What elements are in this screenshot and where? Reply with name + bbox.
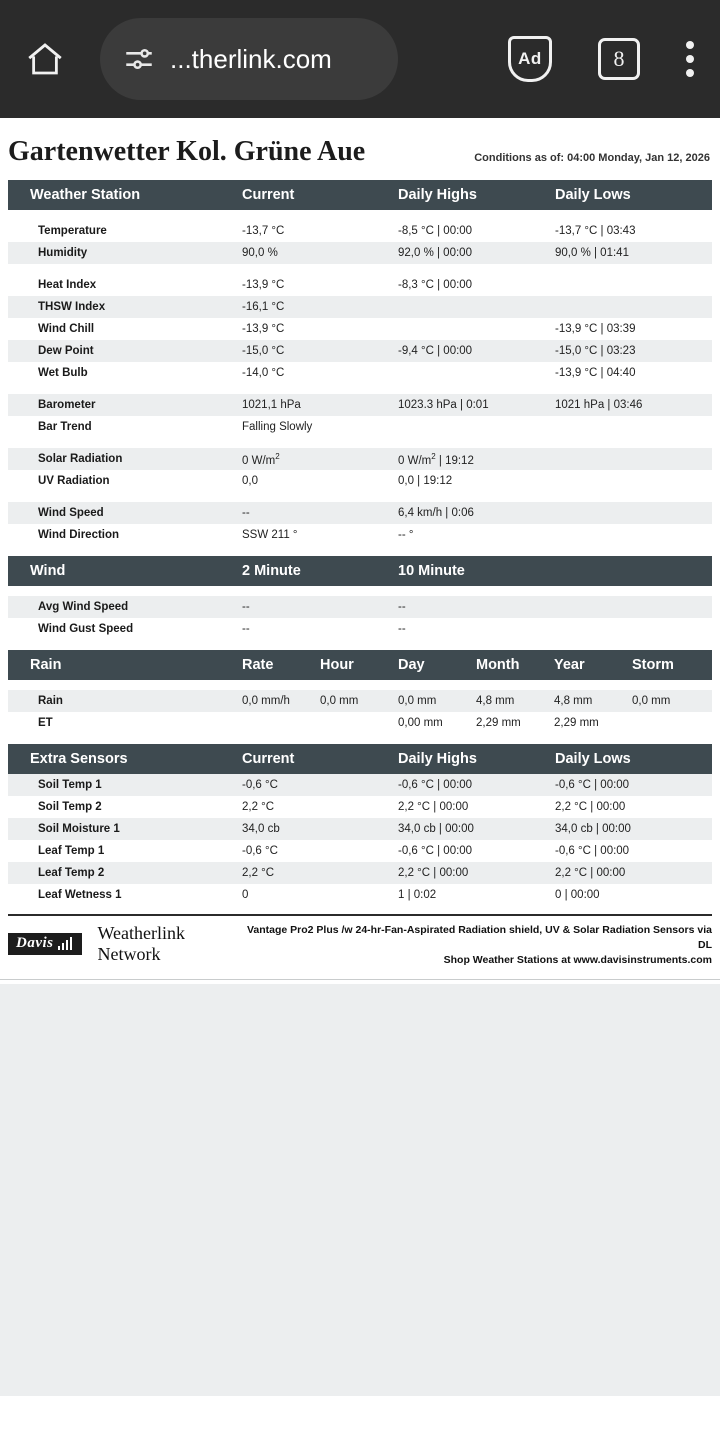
col-header-hour: Hour (320, 650, 398, 680)
row-current: 1021,1 hPa (242, 394, 398, 416)
table-row (8, 242, 712, 264)
tab-count-button[interactable]: 8 (598, 38, 640, 80)
page-content (0, 118, 720, 984)
row-blank (555, 596, 712, 618)
row-high: 2,2 °C | 00:00 (398, 796, 555, 818)
table-header-row (8, 744, 712, 774)
row-current: -0,6 °C (242, 840, 398, 862)
davis-wordmark: Davis (16, 935, 54, 951)
row-year: 4,8 mm (554, 690, 632, 712)
row-current: -13,7 °C (242, 220, 398, 242)
row-label: Leaf Wetness 1 (8, 884, 242, 906)
row-label: Heat Index (8, 274, 242, 296)
row-low (555, 524, 712, 546)
footer-divider (0, 979, 720, 980)
row-high (398, 416, 555, 438)
page-background-area (0, 984, 720, 1396)
row-current: -16,1 °C (242, 296, 398, 318)
kebab-menu-icon[interactable] (686, 41, 694, 77)
table-header-row (8, 180, 712, 210)
row-label: Rain (8, 690, 242, 712)
page-header (0, 118, 720, 180)
row-current: 2,2 °C (242, 862, 398, 884)
row-spacer (8, 586, 712, 596)
row-low: 0 | 00:00 (555, 884, 712, 906)
table-row (8, 448, 712, 470)
col-header-station: Weather Station (8, 180, 242, 210)
row-spacer (8, 264, 712, 274)
col-header-storm: Storm (632, 650, 712, 680)
row-label: Avg Wind Speed (8, 596, 242, 618)
row-label: Barometer (8, 394, 242, 416)
row-current: Falling Slowly (242, 416, 398, 438)
row-high: 1023.3 hPa | 0:01 (398, 394, 555, 416)
row-high: -0,6 °C | 00:00 (398, 774, 555, 796)
row-storm: 0,0 mm (632, 690, 712, 712)
col-header-rate: Rate (242, 650, 320, 680)
footer-equipment-note (245, 923, 712, 969)
row-high: 0,0 | 19:12 (398, 470, 555, 492)
row-rate (242, 712, 320, 734)
footer-line-2[interactable]: Shop Weather Stations at www.davisinstruments.com (443, 954, 712, 967)
row-current: 2,2 °C (242, 796, 398, 818)
row-low (555, 296, 712, 318)
row-spacer (8, 384, 712, 394)
row-label: Humidity (8, 242, 242, 264)
wind-table (8, 556, 712, 650)
row-label: Wind Chill (8, 318, 242, 340)
row-2min: -- (242, 596, 398, 618)
row-low: 90,0 % | 01:41 (555, 242, 712, 264)
browser-toolbar (0, 0, 720, 118)
table-row (8, 884, 712, 906)
row-current: -- (242, 502, 398, 524)
row-label: Dew Point (8, 340, 242, 362)
row-hour: 0,0 mm (320, 690, 398, 712)
table-header-row (8, 556, 712, 586)
row-10min: -- (398, 618, 555, 640)
row-low (555, 448, 712, 470)
table-row (8, 862, 712, 884)
row-high: 6,4 km/h | 0:06 (398, 502, 555, 524)
row-spacer (8, 438, 712, 448)
row-spacer (8, 210, 712, 220)
row-spacer (8, 734, 712, 744)
table-row (8, 340, 712, 362)
row-low: -15,0 °C | 03:23 (555, 340, 712, 362)
col-header-daily-highs: Daily Highs (398, 744, 555, 774)
rain-table (8, 650, 712, 744)
table-row (8, 690, 712, 712)
row-label: THSW Index (8, 296, 242, 318)
table-row (8, 712, 712, 734)
table-row (8, 318, 712, 340)
col-header-daily-highs: Daily Highs (398, 180, 555, 210)
col-header-2-minute: 2 Minute (242, 556, 398, 586)
col-header-current: Current (242, 180, 398, 210)
row-current: -15,0 °C (242, 340, 398, 362)
row-day: 0,0 mm (398, 690, 476, 712)
row-label: Wet Bulb (8, 362, 242, 384)
row-high: -9,4 °C | 00:00 (398, 340, 555, 362)
ad-shield-icon[interactable]: Ad (508, 36, 552, 82)
col-header-current: Current (242, 744, 398, 774)
row-spacer (8, 546, 712, 556)
row-month: 2,29 mm (476, 712, 554, 734)
col-header-day: Day (398, 650, 476, 680)
row-label: Wind Direction (8, 524, 242, 546)
row-label: Soil Temp 1 (8, 774, 242, 796)
row-label: Leaf Temp 2 (8, 862, 242, 884)
row-low: -13,9 °C | 03:39 (555, 318, 712, 340)
row-high: 2,2 °C | 00:00 (398, 862, 555, 884)
row-2min: -- (242, 618, 398, 640)
row-label: Solar Radiation (8, 448, 242, 470)
row-day: 0,00 mm (398, 712, 476, 734)
row-low: -13,7 °C | 03:43 (555, 220, 712, 242)
row-label: Soil Temp 2 (8, 796, 242, 818)
row-spacer (8, 492, 712, 502)
footer-branding (8, 923, 245, 965)
row-high: 34,0 cb | 00:00 (398, 818, 555, 840)
row-low: -0,6 °C | 00:00 (555, 774, 712, 796)
row-label: Wind Speed (8, 502, 242, 524)
row-label: ET (8, 712, 242, 734)
row-label: Leaf Temp 1 (8, 840, 242, 862)
home-icon[interactable] (22, 36, 68, 82)
col-header-extra-sensors: Extra Sensors (8, 744, 242, 774)
table-row (8, 362, 712, 384)
row-spacer (8, 640, 712, 650)
table-row (8, 416, 712, 438)
davis-bars-icon (58, 938, 72, 950)
table-row (8, 840, 712, 862)
conditions-timestamp: Conditions as of: 04:00 Monday, Jan 12, 2026 (474, 152, 710, 164)
row-high: 92,0 % | 00:00 (398, 242, 555, 264)
row-high: -- ° (398, 524, 555, 546)
row-label: Wind Gust Speed (8, 618, 242, 640)
toolbar-right-icons (508, 0, 706, 118)
row-year: 2,29 mm (554, 712, 632, 734)
row-low (555, 416, 712, 438)
row-high (398, 318, 555, 340)
row-low: -13,9 °C | 04:40 (555, 362, 712, 384)
col-header-wind-blank (555, 556, 712, 586)
row-low (555, 470, 712, 492)
row-high (398, 296, 555, 318)
table-row (8, 296, 712, 318)
address-bar[interactable] (100, 18, 398, 100)
weather-station-table (8, 180, 712, 556)
row-storm (632, 712, 712, 734)
table-row (8, 470, 712, 492)
table-row (8, 524, 712, 546)
table-row (8, 394, 712, 416)
row-current: 0 $W/m^2$ (242, 448, 398, 470)
row-label: Soil Moisture 1 (8, 818, 242, 840)
address-bar-text: ...therlink.com (170, 43, 332, 74)
table-row (8, 502, 712, 524)
row-current: 0 (242, 884, 398, 906)
row-current: 90,0 % (242, 242, 398, 264)
col-header-rain: Rain (8, 650, 242, 680)
row-month: 4,8 mm (476, 690, 554, 712)
col-header-10-minute: 10 Minute (398, 556, 555, 586)
col-header-month: Month (476, 650, 554, 680)
row-high: -0,6 °C | 00:00 (398, 840, 555, 862)
col-header-daily-lows: Daily Lows (555, 180, 712, 210)
row-high: -8,5 °C | 00:00 (398, 220, 555, 242)
row-current: 0,0 (242, 470, 398, 492)
row-high: -8,3 °C | 00:00 (398, 274, 555, 296)
row-label: Bar Trend (8, 416, 242, 438)
row-current: 34,0 cb (242, 818, 398, 840)
row-high: 0 $W/m^2$ | 19:12 (398, 448, 555, 470)
row-label: Temperature (8, 220, 242, 242)
row-label: UV Radiation (8, 470, 242, 492)
table-row (8, 596, 712, 618)
col-header-year: Year (554, 650, 632, 680)
page-footer (8, 914, 712, 969)
row-low (555, 502, 712, 524)
row-10min: -- (398, 596, 555, 618)
table-row (8, 618, 712, 640)
row-low: 2,2 °C | 00:00 (555, 862, 712, 884)
network-name: Weatherlink Network (97, 923, 186, 964)
row-blank (555, 618, 712, 640)
extra-sensors-table (8, 744, 712, 906)
row-current: -13,9 °C (242, 274, 398, 296)
row-low (555, 274, 712, 296)
col-header-wind: Wind (8, 556, 242, 586)
table-row (8, 274, 712, 296)
row-spacer (8, 680, 712, 690)
sliders-icon[interactable] (122, 42, 156, 76)
col-header-daily-lows: Daily Lows (555, 744, 712, 774)
table-row (8, 818, 712, 840)
row-low: 2,2 °C | 00:00 (555, 796, 712, 818)
row-low: 34,0 cb | 00:00 (555, 818, 712, 840)
footer-line-1: Vantage Pro2 Plus /w 24-hr-Fan-Aspirated Radiation shield, UV & Solar Radiation Sensors via DL (246, 924, 712, 952)
row-current: SSW 211 ° (242, 524, 398, 546)
row-current: -0,6 °C (242, 774, 398, 796)
davis-logo (8, 933, 82, 955)
row-hour (320, 712, 398, 734)
table-row (8, 796, 712, 818)
row-low: -0,6 °C | 00:00 (555, 840, 712, 862)
row-rate: 0,0 mm/h (242, 690, 320, 712)
row-high (398, 362, 555, 384)
row-current: -14,0 °C (242, 362, 398, 384)
row-current: -13,9 °C (242, 318, 398, 340)
table-header-row (8, 650, 712, 680)
page-title: Gartenwetter Kol. Grüne Aue (8, 136, 366, 167)
row-high: 1 | 0:02 (398, 884, 555, 906)
table-row (8, 774, 712, 796)
row-low: 1021 hPa | 03:46 (555, 394, 712, 416)
table-row (8, 220, 712, 242)
